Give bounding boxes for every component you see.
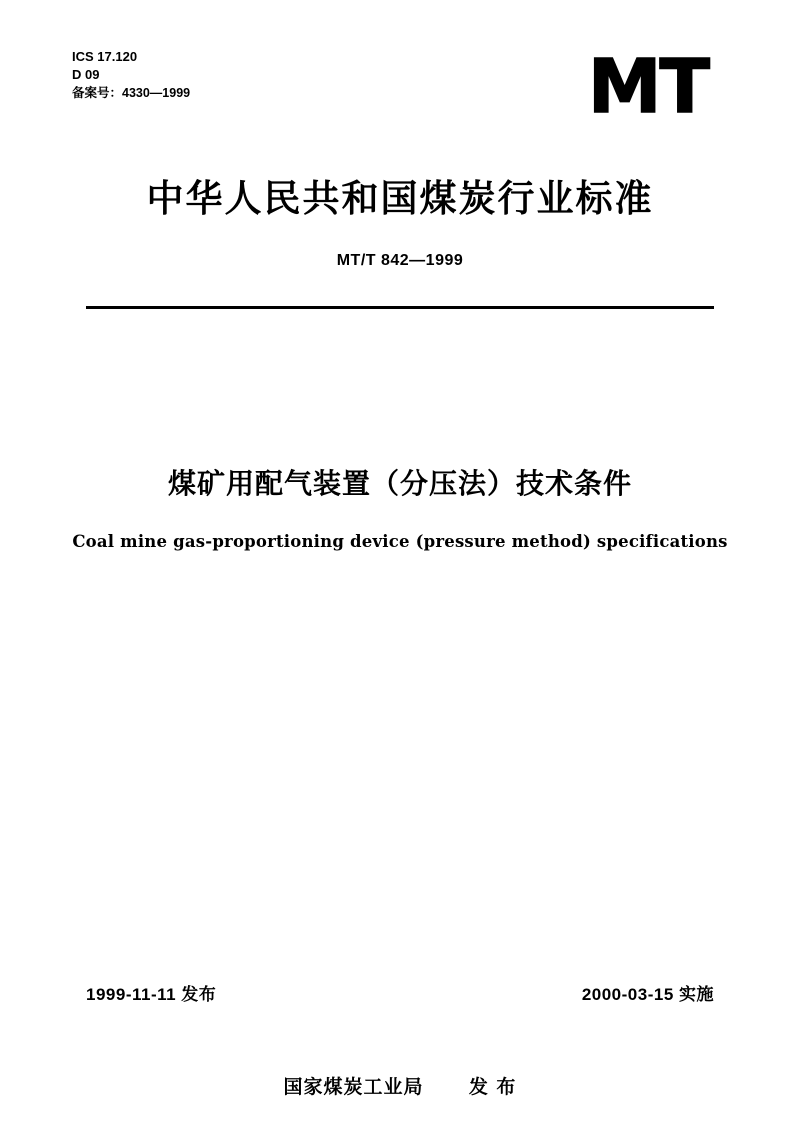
record-number: 备案号：4330—1999 [72,85,191,100]
standard-number: MT/T 842—1999 [336,252,464,269]
publisher-name: 国家煤炭工业局 [283,1076,424,1098]
effective-date: 2000-03-15 实施 [581,985,714,1004]
issue-date: 1999-11-11 发布 [86,985,217,1004]
document-title-chinese: 煤矿用配气装置（分压法）技术条件 [167,467,632,500]
mt-logo: MT [587,44,708,130]
category-code: D 09 [72,67,100,83]
organization-title: 中华人民共和国煤炭行业标准 [146,177,654,220]
publisher-line [0,1072,800,1099]
ics-code: ICS 17.120 [72,49,138,64]
classification-block [72,48,190,103]
horizontal-divider [86,306,714,309]
document-title-english: Coal mine gas-proportioning device (pressure method) specifications [72,532,728,551]
publish-action: 发 布 [468,1076,517,1098]
